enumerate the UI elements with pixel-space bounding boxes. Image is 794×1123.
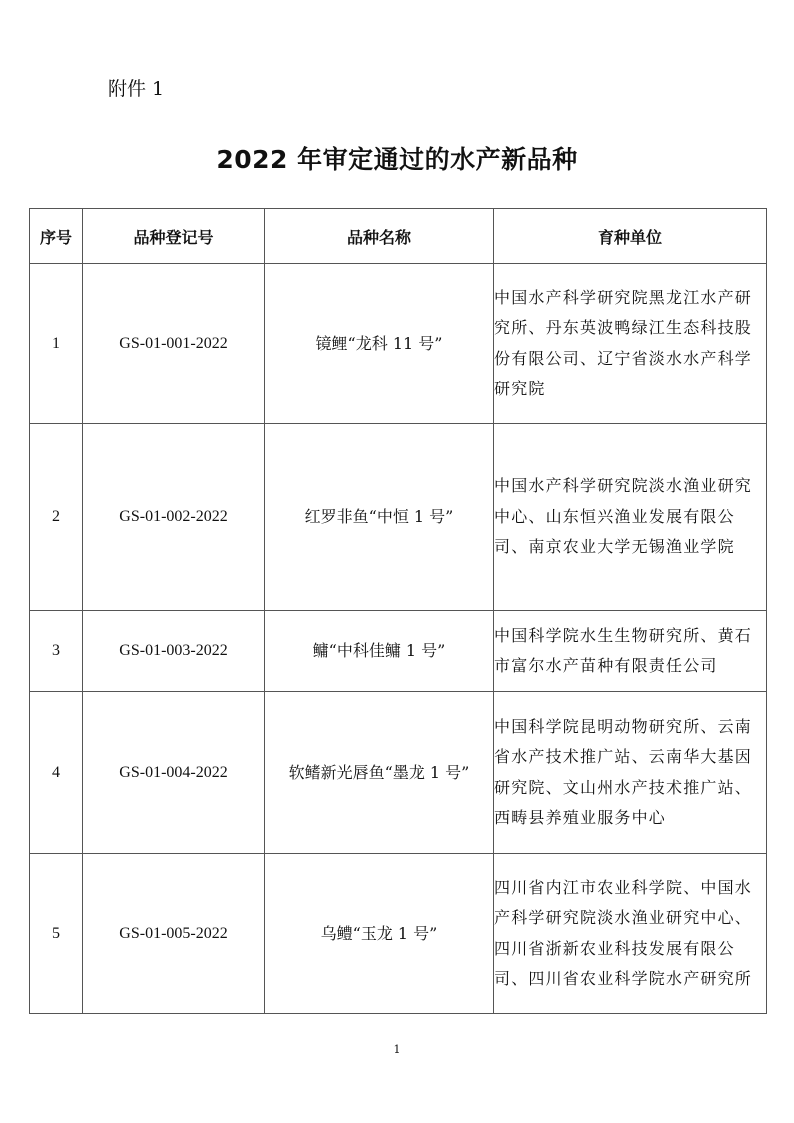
page-number: 1 [393, 1043, 401, 1056]
row-name: 红罗非鱼“中恒 1 号” [265, 424, 494, 611]
row-unit: 中国科学院水生生物研究所、黄石市富尔水产苗种有限责任公司 [494, 611, 767, 692]
table-row [30, 424, 767, 611]
row-reg-no: GS-01-001-2022 [83, 264, 265, 424]
row-reg-no: GS-01-005-2022 [83, 854, 265, 1014]
row-seq: 2 [30, 424, 83, 611]
row-seq: 3 [30, 611, 83, 692]
row-name: 镜鲤“龙科 11 号” [265, 264, 494, 424]
table-row [30, 854, 767, 1014]
attachment-label: 附件 1 [108, 78, 165, 100]
row-unit: 中国科学院昆明动物研究所、云南省水产技术推广站、云南华大基因研究院、文山州水产技术推广站、西畴县养殖业服务中心 [494, 692, 767, 854]
row-name: 鳙“中科佳鳙 1 号” [265, 611, 494, 692]
header-unit: 育种单位 [494, 209, 767, 264]
header-reg-no: 品种登记号 [83, 209, 265, 264]
row-seq: 5 [30, 854, 83, 1014]
row-name: 乌鳢“玉龙 1 号” [265, 854, 494, 1014]
table-row [30, 692, 767, 854]
table-row [30, 611, 767, 692]
table-row [30, 264, 767, 424]
row-reg-no: GS-01-002-2022 [83, 424, 265, 611]
varieties-table [29, 208, 767, 1014]
row-reg-no: GS-01-003-2022 [83, 611, 265, 692]
header-name: 品种名称 [265, 209, 494, 264]
document-title: 2022 年审定通过的水产新品种 [216, 145, 578, 174]
row-reg-no: GS-01-004-2022 [83, 692, 265, 854]
row-unit: 四川省内江市农业科学院、中国水产科学研究院淡水渔业研究中心、四川省浙新农业科技发展有限公司、四川省农业科学院水产研究所 [494, 854, 767, 1014]
row-unit: 中国水产科学研究院淡水渔业研究中心、山东恒兴渔业发展有限公司、南京农业大学无锡渔业学院 [494, 424, 767, 611]
row-name: 软鳍新光唇鱼“墨龙 1 号” [265, 692, 494, 854]
row-unit: 中国水产科学研究院黑龙江水产研究所、丹东英波鸭绿江生态科技股份有限公司、辽宁省淡水水产科学研究院 [494, 264, 767, 424]
table-header-row [30, 209, 767, 264]
row-seq: 4 [30, 692, 83, 854]
header-seq: 序号 [30, 209, 83, 264]
row-seq: 1 [30, 264, 83, 424]
